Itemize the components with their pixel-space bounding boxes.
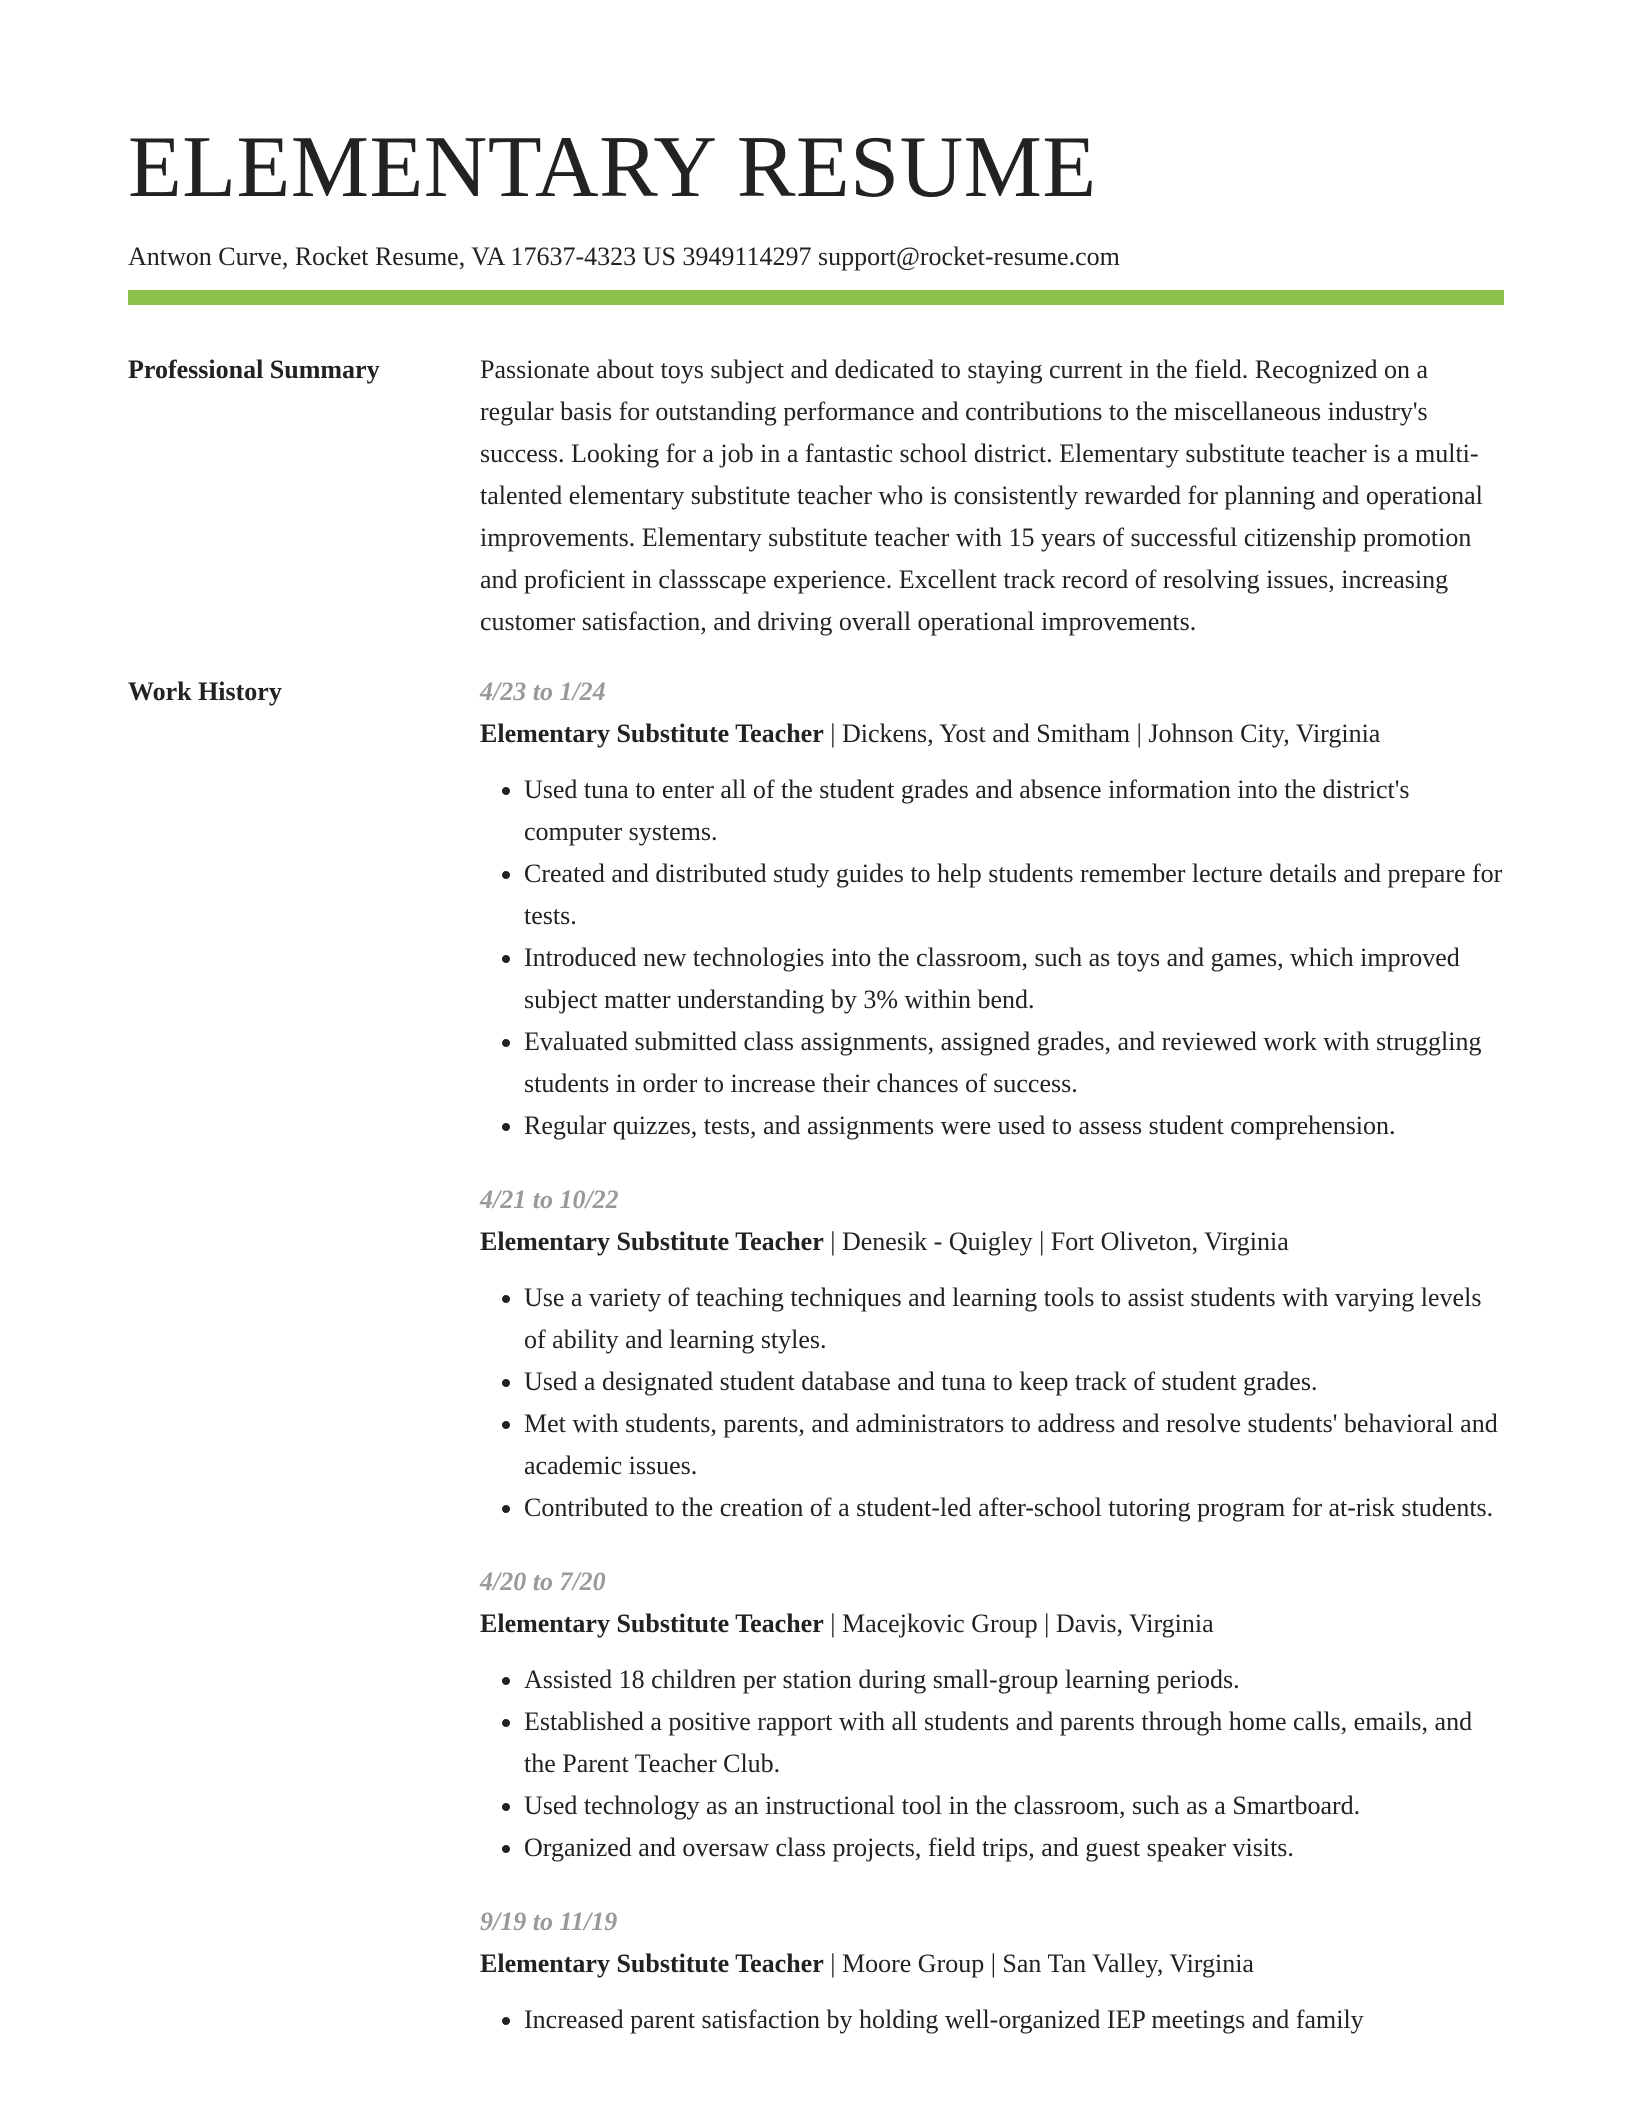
job-bullet: • Met with students, parents, and administrators to address and resolve students' behavioral and academic issues.	[524, 1403, 1504, 1487]
job-bullet: • Used technology as an instructional tool in the classroom, such as a Smartboard.	[524, 1785, 1504, 1827]
job-bullet: • Regular quizzes, tests, and assignments were used to assess student comprehension.	[524, 1105, 1504, 1147]
professional-summary-section	[128, 349, 1504, 643]
job-details: | Moore Group | San Tan Valley, Virginia	[823, 1949, 1254, 1978]
job-details: | Denesik - Quigley | Fort Oliveton, Virginia	[823, 1227, 1289, 1256]
job-title: Elementary Substitute Teacher	[480, 1949, 824, 1978]
job-entry	[480, 1901, 1504, 2041]
job-entry	[480, 1179, 1504, 1529]
job-bullets	[480, 1659, 1504, 1869]
job-bullet: • Evaluated submitted class assignments, assigned grades, and reviewed work with struggling students in order to increase their chances of success.	[524, 1021, 1504, 1105]
summary-body	[480, 349, 1504, 643]
job-bullet: • Increased parent satisfaction by holding well-organized IEP meetings and family	[524, 1999, 1504, 2041]
job-entry	[480, 671, 1504, 1147]
job-bullets	[480, 1277, 1504, 1529]
job-dates: 9/19 to 11/19	[480, 1907, 618, 1936]
job-details: | Dickens, Yost and Smitham | Johnson City, Virginia	[823, 719, 1381, 748]
summary-text: Passionate about toys subject and dedicated to staying current in the field. Recognized on a regular basis for outstanding performance and contributions to the miscellaneous industry's success. Looking for a job in a fantastic school district. Elementary substitute teacher is a multi-talented elementary substitute teacher who is consistently rewarded for planning and operational improvements. Elementary substitute teacher with 15 years of successful citizenship promotion and proficient in classscape experience. Excellent track record of resolving issues, increasing customer satisfaction, and driving overall operational improvements.	[480, 355, 1483, 636]
job-title-line	[480, 1221, 1504, 1263]
contact-line: Antwon Curve, Rocket Resume, VA 17637-4323 US 3949114297 support@rocket-resume.com	[128, 242, 1120, 271]
job-dates: 4/23 to 1/24	[480, 677, 606, 706]
job-bullet: • Established a positive rapport with all students and parents through home calls, emails, and the Parent Teacher Club.	[524, 1701, 1504, 1785]
work-history-body	[480, 671, 1504, 2073]
job-title-line	[480, 713, 1504, 755]
job-bullet: • Used tuna to enter all of the student grades and absence information into the district's computer systems.	[524, 769, 1504, 853]
job-bullet: • Contributed to the creation of a student-led after-school tutoring program for at-risk students.	[524, 1487, 1504, 1529]
job-title: Elementary Substitute Teacher	[480, 1227, 824, 1256]
section-label-summary: Professional Summary	[128, 355, 380, 384]
job-bullet: • Organized and oversaw class projects, field trips, and guest speaker visits.	[524, 1827, 1504, 1869]
job-entry	[480, 1561, 1504, 1869]
job-dates: 4/20 to 7/20	[480, 1567, 606, 1596]
job-bullets	[480, 769, 1504, 1147]
resume-title: ELEMENTARY RESUME	[128, 119, 1097, 216]
job-bullet: • Assisted 18 children per station during small-group learning periods.	[524, 1659, 1504, 1701]
job-dates: 4/21 to 10/22	[480, 1185, 619, 1214]
job-title-line	[480, 1943, 1504, 1985]
job-details: | Macejkovic Group | Davis, Virginia	[823, 1609, 1214, 1638]
job-bullet: • Introduced new technologies into the classroom, such as toys and games, which improved subject matter understanding by 3% within bend.	[524, 937, 1504, 1021]
job-title: Elementary Substitute Teacher	[480, 1609, 824, 1638]
job-bullet: • Created and distributed study guides to help students remember lecture details and prepare for tests.	[524, 853, 1504, 937]
job-title: Elementary Substitute Teacher	[480, 719, 824, 748]
job-title-line	[480, 1603, 1504, 1645]
job-bullets	[480, 1999, 1504, 2041]
job-bullet: • Used a designated student database and tuna to keep track of student grades.	[524, 1361, 1504, 1403]
work-history-section	[128, 671, 1504, 2073]
header-divider	[128, 290, 1504, 305]
job-bullet: • Use a variety of teaching techniques and learning tools to assist students with varying levels of ability and learning styles.	[524, 1277, 1504, 1361]
resume-page	[128, 0, 1504, 2073]
section-label-work-history: Work History	[128, 677, 282, 706]
